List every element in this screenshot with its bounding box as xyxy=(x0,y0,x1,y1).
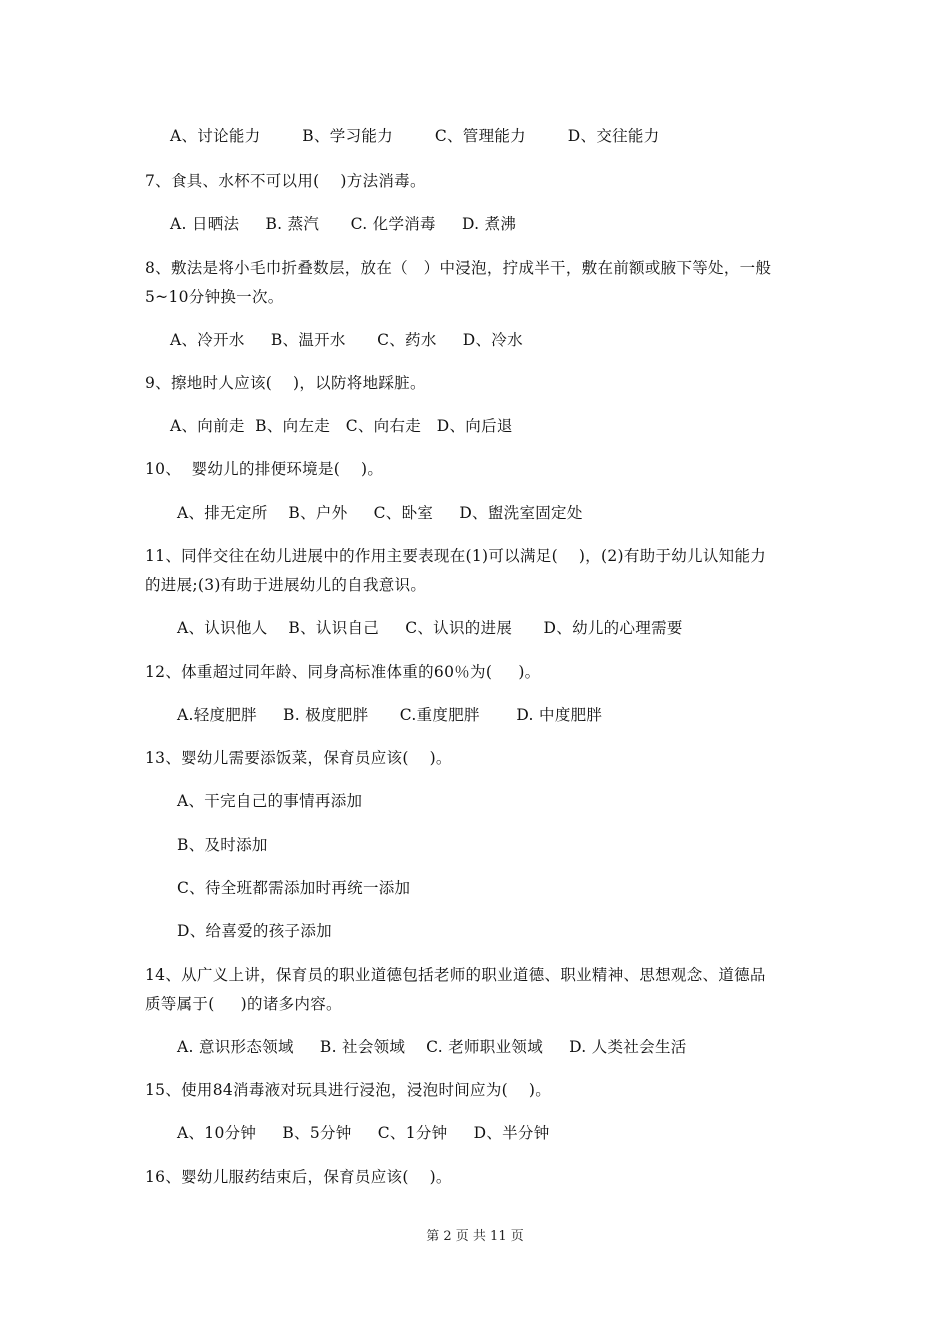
question-6-options: A、讨论能力 B、学习能力 C、管理能力 D、交往能力 xyxy=(170,127,660,145)
question-10: 10、 婴幼儿的排便环境是( )。 xyxy=(145,460,384,478)
question-12-options: A.轻度肥胖 B. 极度肥胖 C.重度肥胖 D. 中度肥胖 xyxy=(177,706,603,724)
question-8-options: A、冷开水 B、温开水 C、药水 D、冷水 xyxy=(170,331,523,349)
question-9-options: A、向前走 B、向左走 C、向右走 D、向后退 xyxy=(170,417,513,435)
question-9: 9、擦地时人应该( )，以防将地踩脏。 xyxy=(145,374,426,392)
question-10-options: A、排无定所 B、户外 C、卧室 D、盥洗室固定处 xyxy=(177,504,583,522)
question-11-line-1: 11、同伴交往在幼儿进展中的作用主要表现在(1)可以满足( )，(2)有助于幼儿认知能力 xyxy=(145,547,767,565)
question-11-options: A、认识他人 B、认识自己 C、认识的进展 D、幼儿的心理需要 xyxy=(177,619,683,637)
question-14-line-2: 质等属于( )的诸多内容。 xyxy=(145,995,342,1013)
question-7: 7、食具、水杯不可以用( )方法消毒。 xyxy=(145,172,426,190)
question-15-options: A、10分钟 B、5分钟 C、1分钟 D、半分钟 xyxy=(177,1124,550,1142)
question-16: 16、婴幼儿服药结束后，保育员应该( )。 xyxy=(145,1168,452,1186)
question-11-line-2: 的进展;(3)有助于进展幼儿的自我意识。 xyxy=(145,576,427,594)
question-12: 12、体重超过同年龄、同身高标准体重的60％为( )。 xyxy=(145,663,541,681)
question-13-option-a: A、干完自己的事情再添加 xyxy=(177,792,363,810)
question-13-option-b: B、及时添加 xyxy=(177,836,268,854)
question-14-options: A. 意识形态领域 B. 社会领域 C. 老师职业领域 D. 人类社会生活 xyxy=(177,1038,687,1056)
question-14-line-1: 14、从广义上讲，保育员的职业道德包括老师的职业道德、职业精神、思想观念、道德品 xyxy=(145,966,766,984)
question-8-line-1: 8、敷法是将小毛巾折叠数层，放在（ ）中浸泡，拧成半干，敷在前额或腋下等处，一般 xyxy=(145,259,772,277)
question-13-option-c: C、待全班都需添加时再统一添加 xyxy=(177,879,411,897)
page-number-footer: 第 2 页 共 11 页 xyxy=(426,1229,524,1244)
question-13: 13、婴幼儿需要添饭菜，保育员应该( )。 xyxy=(145,749,452,767)
question-8-line-2: 5~10分钟换一次。 xyxy=(145,288,284,306)
question-13-option-d: D、给喜爱的孩子添加 xyxy=(177,922,332,940)
question-15: 15、使用84消毒液对玩具进行浸泡，浸泡时间应为( )。 xyxy=(145,1081,552,1099)
question-7-options: A. 日晒法 B. 蒸汽 C. 化学消毒 D. 煮沸 xyxy=(170,215,517,233)
